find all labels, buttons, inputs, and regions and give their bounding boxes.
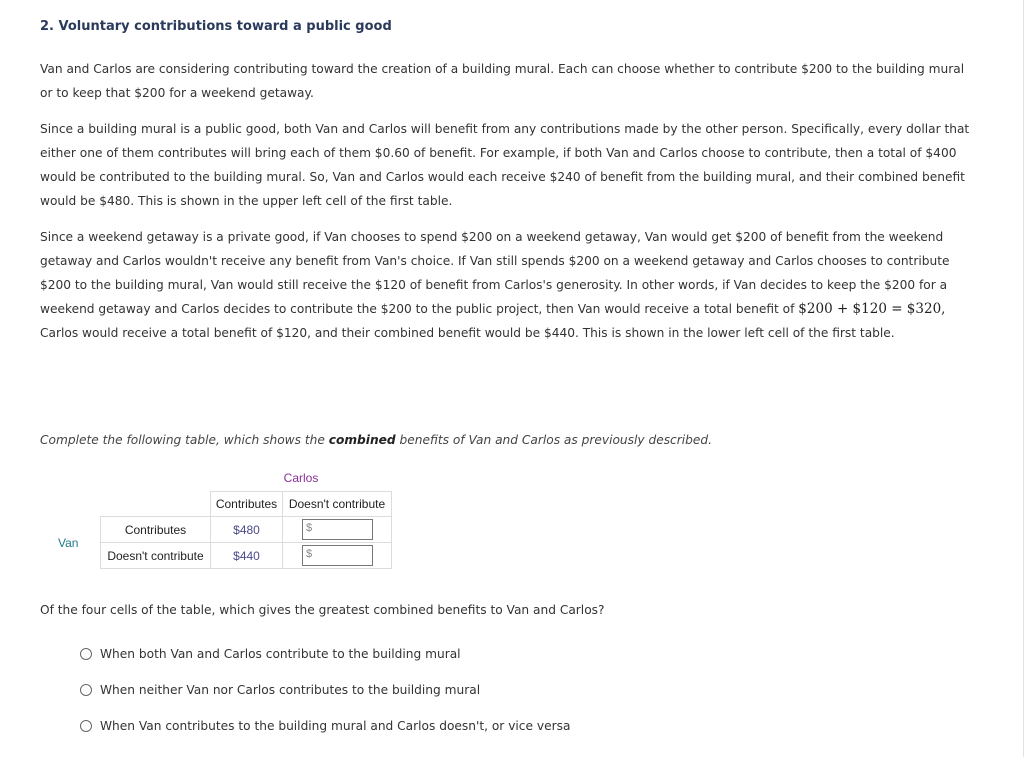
col-header-doesnt-contribute: Doesn't contribute	[282, 491, 392, 517]
dollar-prefix: $	[306, 548, 313, 560]
benefit-equation: $200 + $120 = $320,	[798, 301, 946, 317]
option-label: When Van contributes to the building mural and Carlos doesn't, or vice versa	[100, 719, 571, 733]
row-header-doesnt-contribute: Doesn't contribute	[100, 542, 211, 569]
option-label: When both Van and Carlos contribute to the building mural	[100, 647, 461, 661]
column-player-label: Carlos	[283, 471, 319, 485]
radio-button-icon[interactable]	[80, 720, 92, 732]
input-van-contributes-carlos-not[interactable]	[302, 519, 373, 540]
question-title: 2. Voluntary contributions toward a public good	[40, 19, 392, 34]
row-header-contributes: Contributes	[100, 516, 211, 543]
option-both-contribute[interactable]	[80, 645, 461, 663]
multiple-choice-question: Of the four cells of the table, which gives the greatest combined benefits to Van and Carlos?	[40, 603, 605, 617]
cell-both-contribute: $480	[210, 516, 283, 543]
paragraph-private-good	[40, 225, 975, 345]
cell-carlos-contributes-van-not: $440	[210, 542, 283, 569]
option-label: When neither Van nor Carlos contributes to the building mural	[100, 683, 481, 697]
radio-button-icon[interactable]	[80, 684, 92, 696]
option-one-contributes[interactable]	[80, 717, 570, 735]
paragraph-private-good-text-b: Carlos would receive a total benefit of $120, and their combined benefit would be $440. This is shown in the lower left cell of the first table.	[40, 326, 895, 340]
dollar-prefix: $	[306, 522, 313, 534]
benefit-input-upper-right[interactable]	[315, 521, 370, 538]
benefit-input-lower-right[interactable]	[315, 547, 370, 564]
col-header-contributes: Contributes	[210, 491, 283, 517]
input-neither-contributes[interactable]	[302, 545, 373, 566]
row-player-label: Van	[58, 536, 79, 550]
paragraph-private-good-text-a: Since a weekend getaway is a private good, if Van chooses to spend $200 on a weekend getaway, Van would get $200 of benefit from the weekend getaway and Carlos wouldn't receive any benefit from Van's choice. If Van still spends $200 on a weekend getaway and Carlos chooses to contribute $200 to the building mural, Van would still receive the $120 of benefit from Carlos's generosity. In other words, if Van decides to keep the $200 for a weekend getaway and Carlos decides to contribute the $200 to the public project, then Van would receive a total benefit of	[40, 230, 950, 316]
radio-button-icon[interactable]	[80, 648, 92, 660]
paragraph-public-good: Since a building mural is a public good, both Van and Carlos will benefit from any contributions made by the other person. Specifically, every dollar that either one of them contributes will bring each of them $0.60 of benefit. For example, if both Van and Carlos choose to contribute, then a total of $400 would be contributed to the building mural. So, Van and Carlos would each receive $240 of benefit from the building mural, and their combined benefit would be $480. This is shown in the upper left cell of the first table.	[40, 122, 970, 208]
emphasis-combined: combined	[328, 433, 396, 447]
paragraph-intro: Van and Carlos are considering contributing toward the creation of a building mural. Each can choose whether to contribute $200 to the building mural or to keep that $200 for a weekend getaway.	[40, 62, 965, 100]
table-instruction: Complete the following table, which shows the combined benefits of Van and Carlos as previously described.	[40, 433, 713, 447]
option-neither-contributes[interactable]	[80, 681, 480, 699]
